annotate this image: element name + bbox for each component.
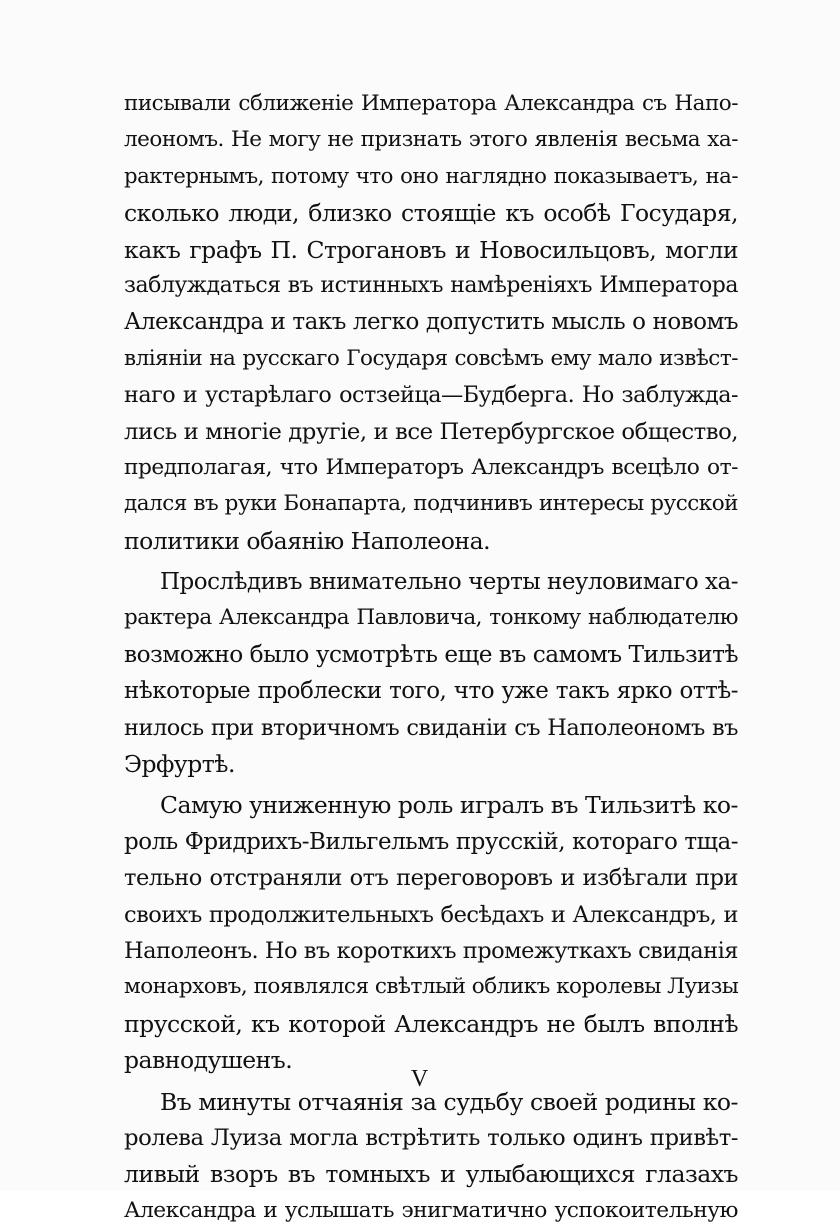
text-line: писывали сближеніе Императора Александра съ Напо-: [124, 91, 738, 116]
text-line: прусской, къ которой Александръ не былъ вполнѣ: [124, 1009, 738, 1038]
text-line: рактера Александра Павловича, тонкому наблюдателю: [124, 605, 738, 631]
body-text: [124, 86, 738, 1229]
text-line: своихъ продолжительныхъ бесѣдахъ и Александръ, и: [124, 901, 738, 928]
text-line: вліяніи на русскаго Государя совсѣмъ ему мало извѣст-: [124, 345, 738, 371]
text-line: ливый взоръ въ томныхъ и улыбающихся глазахъ: [124, 1160, 738, 1189]
text-line: ролева Луиза могла встрѣтить только одинъ привѣт-: [124, 1124, 738, 1151]
text-line: наго и устарѣлаго остзейца—Будберга. Но заблужда-: [124, 382, 738, 409]
text-line: Самую униженную роль игралъ въ Тильзитѣ ко-: [160, 791, 738, 820]
text-line: политики обаянію Наполеона.: [124, 526, 491, 555]
text-line: сколько люди, близко стоящіе къ особѣ Государя,: [124, 199, 738, 228]
text-line: какъ графъ П. Строгановъ и Новосильцовъ, могли: [124, 235, 738, 264]
paragraph: [124, 86, 738, 559]
paragraph: [124, 564, 738, 782]
text-line: нилось при вторичномъ свиданіи съ Наполеономъ въ: [124, 714, 738, 741]
page-number: V: [410, 1066, 430, 1092]
text-line: роль Фридрихъ-Вильгельмъ прусскій, котораго тща-: [124, 828, 738, 855]
text-line: Эрфуртѣ.: [124, 750, 235, 779]
text-line: нѣкоторые проблески того, что уже такъ ярко оттѣ-: [124, 678, 738, 705]
text-line: возможно было усмотрѣть еще въ самомъ Тильзитѣ: [124, 640, 738, 668]
text-line: дался въ руки Бонапарта, подчинивъ интересы русской: [124, 491, 738, 517]
text-line: Александра и такъ легко допустить мысль о новомъ: [124, 309, 738, 336]
text-line: Въ минуты отчаянія за судьбу своей родины ко-: [160, 1087, 738, 1116]
text-line: Наполеонъ. Но въ короткихъ промежуткахъ свиданія: [124, 937, 738, 964]
text-line: лись и многіе другіе, и все Петербургское общество,: [124, 418, 738, 445]
paragraph: [124, 787, 738, 1078]
text-line: Александра и услышать энигматично успокоительную: [124, 1197, 738, 1223]
text-line: Прослѣдивъ внимательно черты неуловимаго ха-: [160, 569, 738, 596]
paragraph: [124, 1084, 738, 1229]
text-line: монарховъ, появлялся свѣтлый обликъ королевы Луизы: [124, 974, 739, 1000]
text-line: заблуждаться въ истинныхъ намѣреніяхъ Императора: [124, 272, 738, 298]
text-line: тельно отстраняли отъ переговоровъ и избѣгали при: [124, 865, 738, 892]
text-line: равнодушенъ.: [124, 1046, 293, 1075]
text-line: рактернымъ, потому что оно наглядно показываетъ, на-: [124, 163, 738, 189]
text-line: предполагая, что Императоръ Александръ всецѣло от-: [124, 454, 738, 480]
text-line: леономъ. Не могу не признать этого явленія весьма ха-: [124, 127, 738, 153]
